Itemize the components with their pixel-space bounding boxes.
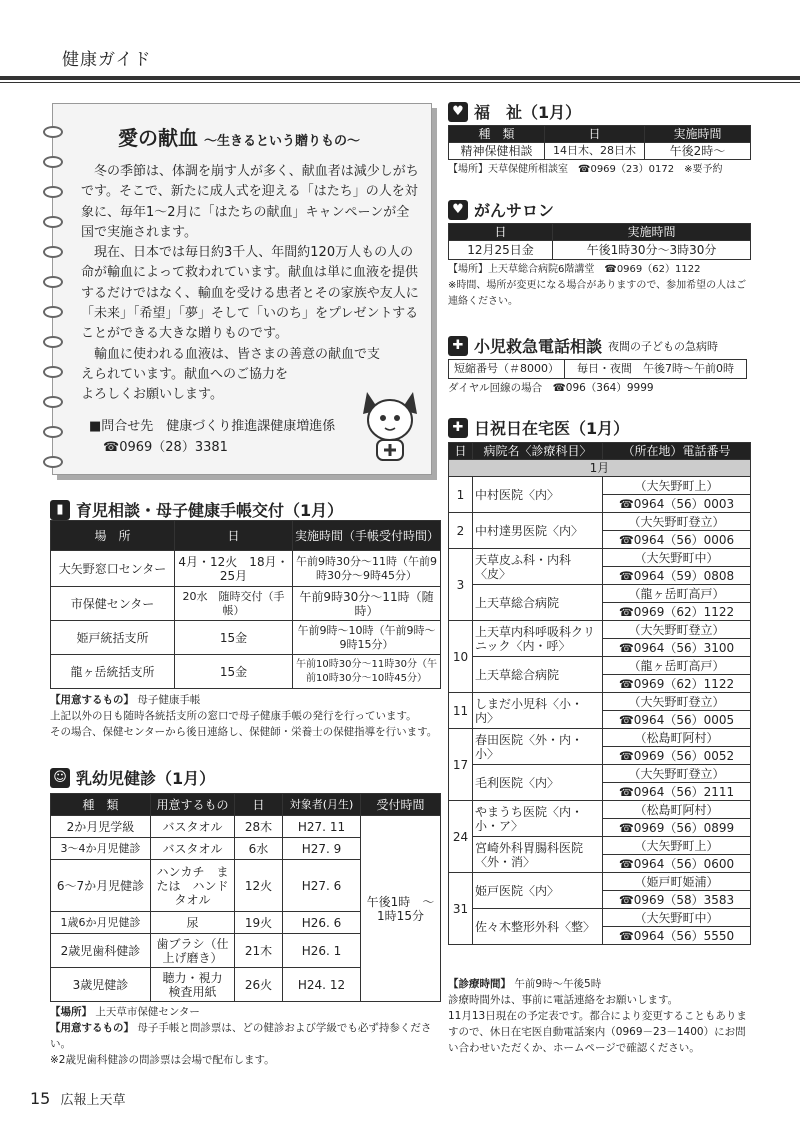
bottle-icon: ▮	[50, 500, 70, 520]
nyuyo-table: 種 類 用意するもの 日 対象者(月生) 受付時間 2か月児学級 バスタオル 28木 H27. 11 午後1時 ～ 1時15分 3～4か月児健診 バスタオル 6水 H27. 9 6～7か月児健診 ハンカチ または ハンドタオル 12火 H27. 6 1歳6か月児健診 尿 19火 H26. 6 2歳児歯科健診 歯ブラシ（仕上げ磨き） 21木 H26. 1 3歳児健診 聴力・視力 検査用紙 26火 H24. 12	[50, 793, 441, 1002]
blood-donation-card	[52, 103, 432, 475]
section-title: 健康ガイド	[62, 50, 152, 70]
ikuji-table: 場 所 日 実施時間（手帳受付時間） 大矢野窓口センター 4月・12火 18月・25月 午前9時30分～11時（午前9時30分～9時45分） 市保健センター 20水 随時交付（手帳） 午前9時30分～11時（随 時） 姫戸統括支所 15金 午前9時～10時（午前9時～9時15分） 龍ヶ岳統括支所 15金 午前10時30分～11時30分（午前10時30分～10時45分）	[50, 520, 441, 689]
cross-icon: ✚	[448, 336, 468, 356]
fukushi-heading: ♥ 福 祉（1月）	[448, 100, 581, 123]
header-rule-thin	[0, 82, 800, 83]
heart-icon: ♥	[448, 102, 468, 122]
nyuyo-notes: 【場所】 上天草市保健センター 【用意するもの】 母子手帳と問診票は、どの健診および学級でも必ず持参ください。 ※2歳児歯科健診の問診票は会場で配布します。	[50, 1006, 432, 1066]
blood-body: 冬の季節は、体調を崩す人が多く、献血者は減少しがちです。そこで、新たに成人式を迎える「はたち」の人を対象に、毎年1～2月に「はたちの献血」キャンペーンが全国で実施されます。 現在、日本では毎日約3千人、年間約120万人もの人の命が輸血によって救われています。献血は単に血液を提供するだけではなく、輸血を受ける患者とその家族や友人に「未来」「希望」「夢」そして「いのち」をプレゼントすることができる大きな贈りものです。 輸血に使われる血液は、皆さまの善意の献血で支えられています。献血へのご協力を よろしくお願いします。	[81, 164, 419, 403]
baby-icon: ☺	[50, 768, 70, 788]
kyukyu-dial: ダイヤル回線の場合 ☎096（364）9999	[448, 382, 654, 394]
page-number: 15	[30, 1089, 51, 1108]
heart-icon: ♥	[448, 200, 468, 220]
gan-table: 日 実施時間 12月25日金 午後1時30分～3時30分	[448, 223, 751, 260]
gan-heading: ♥ がんサロン	[448, 198, 554, 221]
nyuyo-heading: ☺ 乳幼児健診（1月）	[50, 766, 215, 789]
ikuji-notes: 【用意するもの】 母子健康手帳 上記以外の日も随時各統括支所の窓口で母子健康手帳の発行を行っています。 その場合、保健センターから後日連絡し、保健師・栄養士の保健指導を行います。	[50, 694, 438, 738]
fukushi-table: 種 類 日 実施時間 精神保健相談 14日木、28日木 午後2時～	[448, 125, 751, 160]
kyukyu-table: 短縮番号（＃8000） 毎日・夜間 午後7時～午前0時	[448, 359, 747, 379]
blood-title: 愛の献血 ～生きるという贈りもの～	[118, 126, 361, 150]
page-header	[0, 0, 800, 90]
page-footer	[30, 1089, 126, 1108]
header-rule	[0, 76, 800, 80]
blood-contact: ■問合せ先 健康づくり推進課健康増進係 ☎0969（28）3381	[89, 419, 336, 455]
publication-name: 広報上天草	[60, 1093, 126, 1108]
cross-icon: ✚	[448, 418, 468, 438]
zaitaku-heading: ✚ 日祝日在宅医（1月）	[448, 416, 629, 439]
kyukyu-heading: ✚ 小児救急電話相談 夜間の子どもの急病時	[448, 334, 718, 357]
zaitaku-table: 日 病院名〈診療科目〉 （所在地）電話番号 1月 1 中村医院〈内〉 （大矢野町上） ☎0964（56）0003 2 中村達男医院〈内〉 （大矢野町登立） ☎0964（56）0006 3 天草皮ふ科・内科〈皮〉 （大矢野町中） ☎0964（59）0808 上天草総合病院 （龍ヶ岳町高戸） ☎0969（62）1122 10 上天草内科呼吸科クリニック〈内・呼〉 （大矢野町登立） ☎0964（56）3100 上天草総合病院 （龍ヶ岳町高戸） ☎0969（62）1122 11 しまだ小児科〈小・内〉 （大矢野町登立） ☎0964（56）0005 17 春田医院〈外・内・小〉 （松島町阿村） ☎0969（56）0052 毛利医院〈内〉 （大矢野町登立） ☎0964（56）2111 24 やまうち医院〈内・小・ア〉 （松島町阿村） ☎0969（56）0899 宮崎外科胃腸科医院〈外・消〉 （大矢野町上） ☎0964（56）0600 31 姫戸医院〈内〉 （姫戸町姫浦） ☎0969（58）3583 佐々木整形外科〈整〉 （大矢野町中） ☎0964（56）5550	[448, 442, 751, 945]
zaitaku-notes: 【診療時間】 午前9時～午後5時 診療時間外は、事前に電話連絡をお願いします。 11月13日現在の予定表です。都合により変更することもありますので、休日在宅医自動電話案内（0969－23－1400）にお問い合わせいただくか、ホームページで確認ください。	[448, 978, 747, 1054]
gan-notes: 【場所】上天草総合病院6階講堂 ☎0969（62）1122 ※時間、場所が変更になる場合がありますので、参加希望の人はご連絡ください。	[448, 264, 747, 307]
ikuji-heading: ▮ 育児相談・母子健康手帳交付（1月）	[50, 498, 343, 521]
fukushi-place: 【場所】天草保健所相談室 ☎0969（23）0172 ※要予約	[448, 164, 723, 175]
mascot-icon	[355, 384, 425, 464]
